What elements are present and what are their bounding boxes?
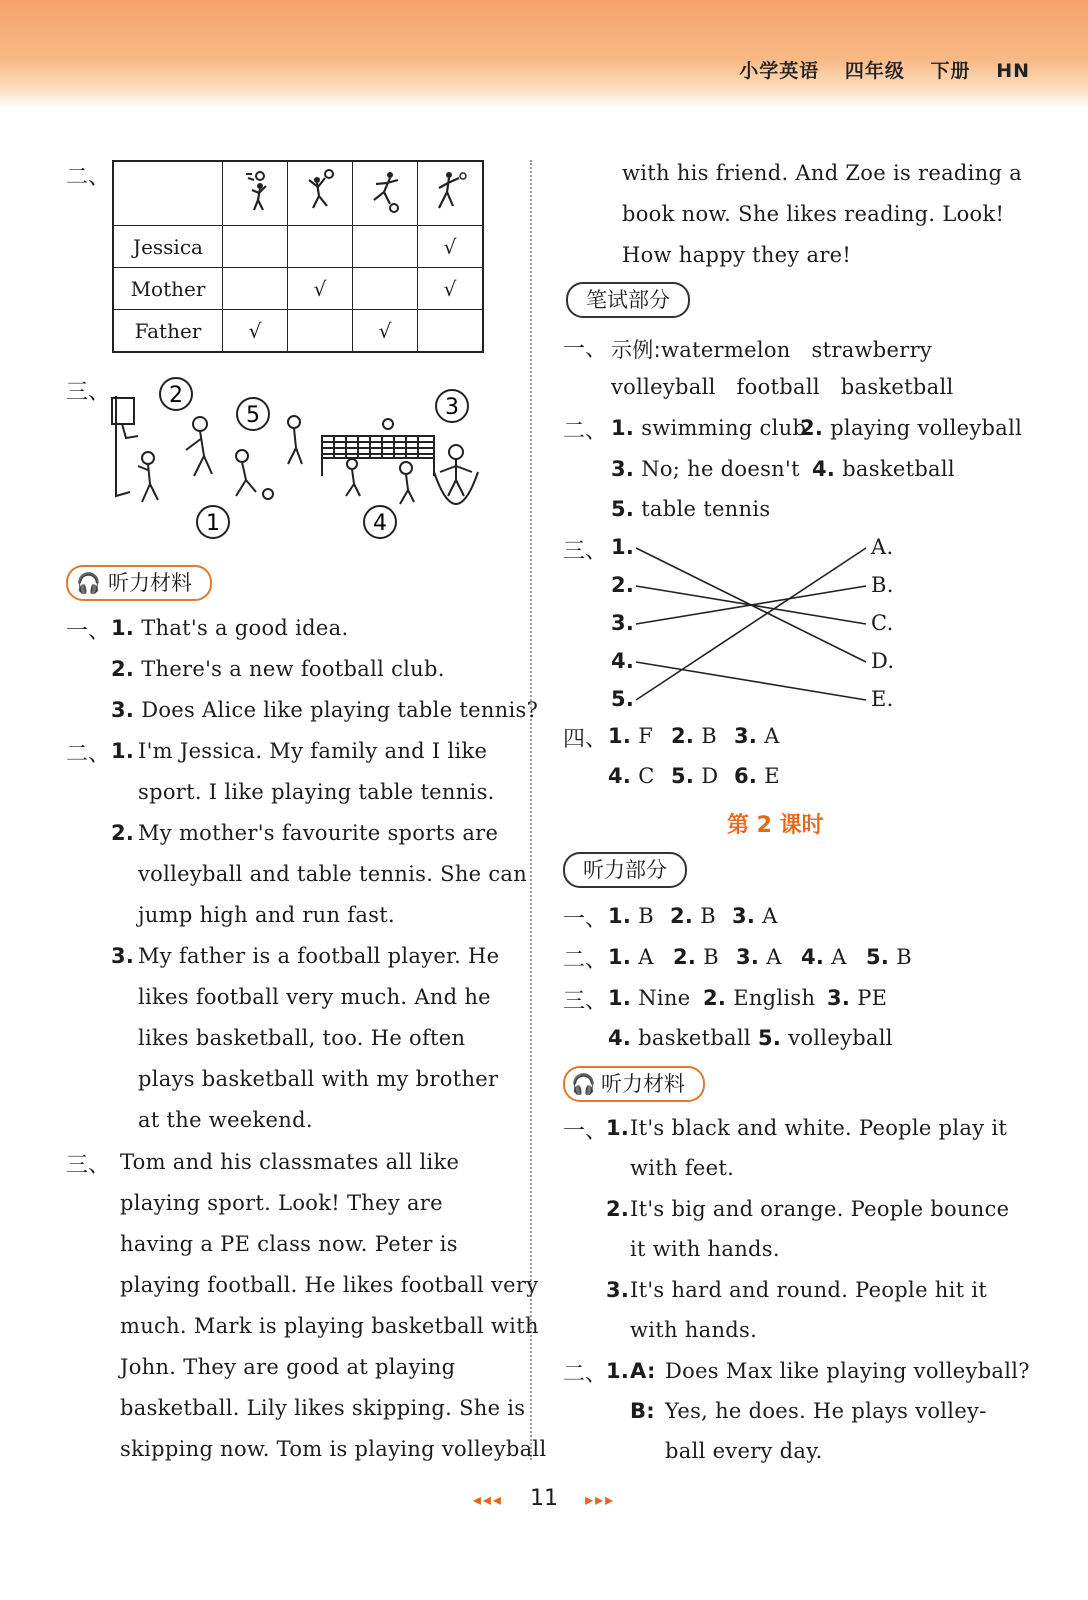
item-number: 3.: [111, 944, 135, 968]
tag-label: 听力材料: [108, 571, 192, 595]
item-text: Does Alice like playing table tennis?: [141, 698, 539, 722]
football-player-icon: [353, 161, 418, 226]
check-cell: [418, 310, 484, 353]
header-subject: 小学英语: [739, 60, 820, 82]
section-label: 二、: [563, 1362, 608, 1387]
item-text: There's a new football club.: [141, 657, 445, 681]
listening-material-tag: [66, 565, 212, 601]
passage-line: skipping now. Tom is playing volleyball: [120, 1437, 547, 1461]
answer: basketball: [638, 1026, 751, 1050]
item-text: That's a good idea.: [141, 616, 349, 640]
passage-line: Tom and his classmates all like: [120, 1150, 460, 1174]
match-left-5: 5.: [611, 687, 635, 711]
listening-material-tag: [563, 1066, 705, 1102]
item-number: 1.: [608, 986, 632, 1010]
section-label: 三、: [563, 989, 608, 1014]
match-right-e: E.: [871, 687, 894, 711]
item-number: 4.: [812, 457, 836, 481]
column-divider: [530, 160, 532, 1460]
item-number: 3.: [606, 1278, 630, 1302]
picture-number-2: 2: [169, 383, 183, 408]
item-number: 5.: [611, 497, 635, 521]
table-row: [113, 226, 483, 268]
section-label: 二、: [66, 742, 111, 767]
speaker-b: B:: [630, 1399, 656, 1423]
page-footer: [0, 1486, 1088, 1511]
passage-line: with his friend. And Zoe is reading a: [622, 161, 1023, 185]
answer: volleyball: [788, 1026, 893, 1050]
match-left-2: 2.: [611, 573, 635, 597]
check-cell: √: [418, 226, 484, 268]
passage-line: My father is a football player. He: [138, 944, 500, 968]
item-number: 2.: [800, 416, 824, 440]
match-left-1: 1.: [611, 535, 635, 559]
section-label: 三、: [563, 539, 608, 564]
passage-line: It's hard and round. People hit it: [630, 1278, 988, 1302]
match-right-b: B.: [871, 573, 894, 597]
item-number: 3.: [736, 945, 760, 969]
section-label: 一、: [563, 907, 608, 932]
item-number: 2.: [671, 724, 695, 748]
passage-line: book now. She likes reading. Look!: [622, 202, 1005, 226]
picture-number-3: 3: [445, 395, 459, 420]
sports-table: [112, 160, 484, 353]
item-number: 5.: [866, 945, 890, 969]
answer: B: [896, 945, 912, 969]
answer: English: [733, 986, 816, 1010]
passage-line: sport. I like playing table tennis.: [138, 780, 495, 804]
volleyball-player-icon: [288, 161, 353, 226]
answer: swimming club: [641, 416, 807, 440]
check-cell: √: [288, 268, 353, 310]
headphones-icon: 🎧: [571, 1072, 596, 1096]
header-book-info: [721, 56, 1030, 83]
row-name: Jessica: [113, 226, 223, 268]
item-number: 3.: [827, 986, 851, 1010]
dialogue-line: ball every day.: [665, 1439, 823, 1463]
passage-line: It's big and orange. People bounce: [630, 1197, 1010, 1221]
answer-words: watermelon strawberry: [660, 338, 933, 362]
passage-line: playing football. He likes football very: [120, 1273, 539, 1297]
answer: B: [700, 904, 716, 928]
dialogue-line: Does Max like playing volleyball?: [665, 1359, 1030, 1383]
speaker-a: A:: [630, 1359, 656, 1383]
section-label: 二、: [563, 948, 608, 973]
headphones-icon: 🎧: [76, 571, 101, 595]
passage-line: playing sport. Look! They are: [120, 1191, 443, 1215]
match-line-4: [636, 662, 866, 700]
next-arrows-icon: ▸▸▸: [585, 1490, 616, 1509]
table-tennis-player-icon: [418, 161, 484, 226]
lesson-title: 第 2 课时: [727, 813, 824, 838]
answer: A: [764, 724, 780, 748]
section-label: 三、: [66, 1153, 111, 1178]
match-line-5: [636, 548, 866, 700]
item-number: 2.: [111, 657, 135, 681]
passage-line: basketball. Lily likes skipping. She is: [120, 1396, 526, 1420]
answer: C: [638, 764, 655, 788]
listening-part-tag: 听力部分: [563, 852, 687, 888]
header-banner: [0, 0, 1088, 108]
section-label: 二、: [563, 419, 608, 444]
check-cell: √: [353, 310, 418, 353]
item-number: 1.: [111, 739, 135, 763]
section-label: 三、: [66, 380, 111, 405]
prev-arrows-icon: ◂◂◂: [472, 1490, 503, 1509]
header-volume: 下册: [930, 60, 971, 82]
dialogue-line: Yes, he does. He plays volley-: [665, 1399, 987, 1423]
item-number: 2.: [606, 1197, 630, 1221]
item-number: 1.: [606, 1359, 630, 1383]
item-number: 4.: [608, 764, 632, 788]
example-prefix: 示例:: [611, 338, 661, 362]
section-label: 四、: [563, 727, 608, 752]
table-row: [113, 310, 483, 353]
picture-number-1: 1: [206, 511, 220, 536]
header-edition: HN: [996, 60, 1030, 82]
answer: Nine: [638, 986, 691, 1010]
row-name: Mother: [113, 268, 223, 310]
answer: basketball: [842, 457, 955, 481]
check-cell: [223, 226, 288, 268]
answer: E: [764, 764, 780, 788]
row-name: Father: [113, 310, 223, 353]
passage-line: having a PE class now. Peter is: [120, 1232, 458, 1256]
answer: B: [703, 945, 719, 969]
item-number: 2.: [673, 945, 697, 969]
match-right-a: A.: [871, 535, 894, 559]
answer: F: [638, 724, 654, 748]
answer-words: volleyball football basketball: [611, 375, 954, 399]
check-cell: [223, 268, 288, 310]
item-number: 1.: [611, 416, 635, 440]
passage-line: with feet.: [630, 1156, 735, 1180]
answer: table tennis: [641, 497, 771, 521]
passage-line: with hands.: [630, 1318, 758, 1342]
passage-line: it with hands.: [630, 1237, 780, 1261]
item-number: 1.: [608, 724, 632, 748]
item-number: 6.: [734, 764, 758, 788]
passage-line: much. Mark is playing basketball with: [120, 1314, 539, 1338]
item-number: 3.: [732, 904, 756, 928]
check-cell: [288, 226, 353, 268]
match-right-d: D.: [871, 649, 895, 673]
passage-line: plays basketball with my brother: [138, 1067, 499, 1091]
item-number: 3.: [111, 698, 135, 722]
item-number: 4.: [801, 945, 825, 969]
header-grade: 四年级: [844, 60, 905, 82]
passage-line: John. They are good at playing: [120, 1355, 456, 1379]
check-cell: [353, 226, 418, 268]
passage-line: My mother's favourite sports are: [138, 821, 499, 845]
passage-line: It's black and white. People play it: [630, 1116, 1008, 1140]
passage-line: jump high and run fast.: [138, 903, 395, 927]
answer: No; he doesn't: [641, 457, 800, 481]
check-cell: √: [223, 310, 288, 353]
item-number: 3.: [611, 457, 635, 481]
item-number: 2.: [670, 904, 694, 928]
item-number: 1.: [608, 945, 632, 969]
item-number: 1.: [111, 616, 135, 640]
answer: A: [831, 945, 847, 969]
answer: PE: [857, 986, 888, 1010]
item-number: 5.: [671, 764, 695, 788]
item-number: 2.: [111, 821, 135, 845]
answer: playing volleyball: [830, 416, 1023, 440]
picture-number-4: 4: [373, 511, 387, 536]
table-corner-cell: [113, 161, 223, 226]
passage-line: volleyball and table tennis. She can: [138, 862, 528, 886]
answer: D: [701, 764, 719, 788]
passage-line: at the weekend.: [138, 1108, 313, 1132]
item-number: 5.: [758, 1026, 782, 1050]
section-label: 一、: [66, 619, 111, 644]
section-label: 一、: [563, 337, 608, 362]
answer: A: [762, 904, 778, 928]
page-number: 11: [530, 1486, 558, 1511]
item-number: 4.: [608, 1026, 632, 1050]
table-row: [113, 268, 483, 310]
match-left-4: 4.: [611, 649, 635, 673]
passage-line: likes basketball, too. He often: [138, 1026, 466, 1050]
section-label: 二、: [66, 165, 111, 190]
check-cell: [353, 268, 418, 310]
passage-line: likes football very much. And he: [138, 985, 491, 1009]
written-part-tag: 笔试部分: [566, 282, 690, 318]
item-number: 1.: [606, 1116, 630, 1140]
matching-lines: [630, 540, 870, 710]
picture-number-5: 5: [246, 403, 260, 428]
item-number: 3.: [734, 724, 758, 748]
item-number: 1.: [608, 904, 632, 928]
match-left-3: 3.: [611, 611, 635, 635]
passage-line: I'm Jessica. My family and I like: [138, 739, 488, 763]
tag-label: 听力材料: [601, 1072, 685, 1096]
answer: B: [638, 904, 654, 928]
check-cell: √: [418, 268, 484, 310]
match-right-c: C.: [871, 611, 894, 635]
section-label: 一、: [563, 1119, 608, 1144]
item-number: 2.: [703, 986, 727, 1010]
basketball-player-icon: [223, 161, 288, 226]
passage-line: How happy they are!: [622, 243, 852, 267]
sports-scene-illustration: [108, 376, 488, 546]
check-cell: [288, 310, 353, 353]
answer: A: [638, 945, 654, 969]
answer: B: [701, 724, 717, 748]
answer: A: [766, 945, 782, 969]
